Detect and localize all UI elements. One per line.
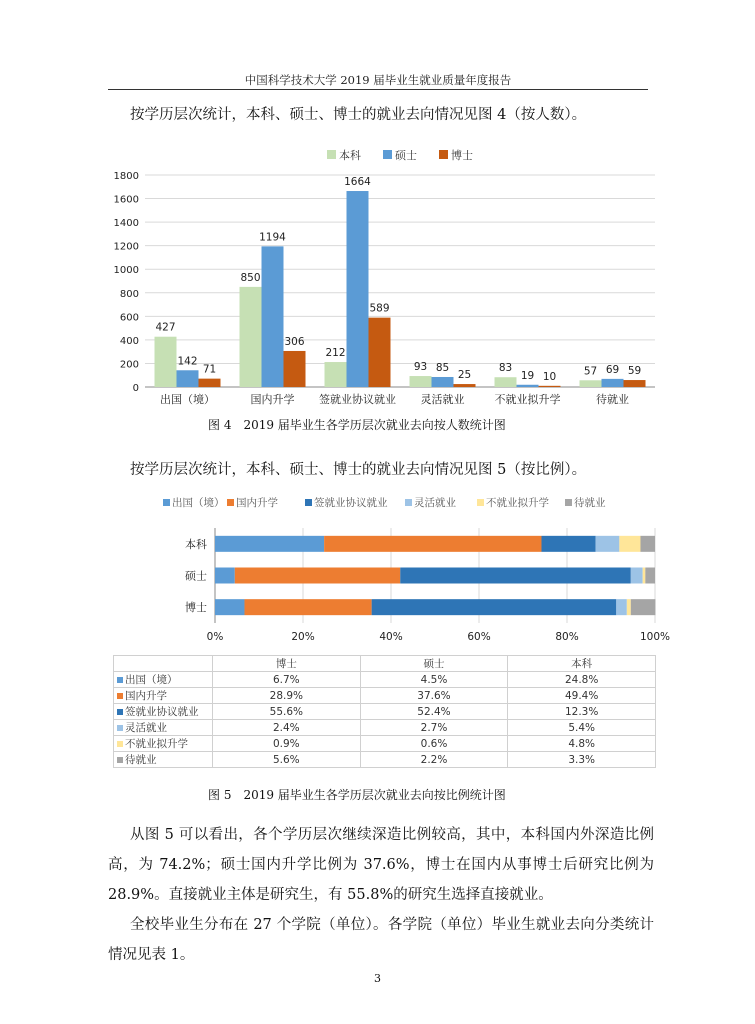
data-label: 1664 <box>344 176 371 189</box>
data-label: 25 <box>457 369 472 382</box>
bar <box>432 377 454 387</box>
row-label <box>114 672 213 688</box>
data-label: 142 <box>177 355 198 368</box>
data-label: 212 <box>325 347 346 360</box>
y-tick-label: 0 <box>132 383 139 394</box>
table-cell: 3.3% <box>508 752 656 768</box>
bar <box>495 377 517 387</box>
stacked-segment <box>616 599 627 615</box>
y-category-label: 本科 <box>185 537 207 551</box>
y-tick-label: 1800 <box>113 171 139 182</box>
bar <box>517 385 539 387</box>
legend-swatch <box>477 499 484 506</box>
fig4-caption: 图 4 2019 届毕业生各学历层次就业去向按人数统计图 <box>208 418 506 432</box>
data-label: 1194 <box>259 231 286 244</box>
stacked-segment <box>400 568 631 584</box>
y-tick-label: 600 <box>119 312 139 324</box>
table-cell: 2.4% <box>213 720 361 736</box>
y-category-label: 博士 <box>185 601 207 615</box>
stacked-segment <box>244 599 371 615</box>
legend-label: 灵活就业 <box>414 497 456 509</box>
bar <box>624 380 646 387</box>
legend-label: 国内升学 <box>236 497 278 509</box>
bar <box>155 337 177 387</box>
table-cell: 5.4% <box>508 720 656 736</box>
legend-swatch <box>565 499 572 506</box>
fig5-data-table <box>113 655 656 768</box>
running-header: 中国科学技术大学 2019 届毕业生就业质量年度报告 <box>244 73 512 87</box>
stacked-segment <box>643 568 646 584</box>
table-cell: 4.5% <box>360 672 508 688</box>
x-tick-label: 60% <box>467 631 491 643</box>
bar <box>369 318 391 387</box>
legend-label: 待就业 <box>574 497 606 509</box>
stacked-segment <box>541 536 595 552</box>
paragraph-college-distribution: 全校毕业生分布在 27 个学院（单位）。各学院（单位）毕业生就业去向分类统计情况见表 1。 <box>108 917 654 963</box>
stacked-segment <box>215 536 324 552</box>
x-tick-label: 不就业拟升学 <box>494 393 561 406</box>
legend-swatch <box>383 150 392 159</box>
stacked-segment <box>372 599 617 615</box>
fig5-stacked-bar-chart <box>105 490 671 655</box>
x-tick-label: 待就业 <box>596 393 629 406</box>
stacked-segment <box>215 568 235 584</box>
paragraph-analysis: 从图 5 可以看出，各个学历层次继续深造比例较高，其中，本科国内外深造比例高，为 74.2%；硕士国内升学比例为 37.6%，博士在国内从事博士后研究比例为 28.9%。直接就业主体是研究生，有 55.8%的研究生选择直接就业。 <box>108 827 654 903</box>
legend-swatch <box>117 741 123 747</box>
row-label-text: 待就业 <box>125 754 157 766</box>
page-number: 3 <box>374 972 381 985</box>
table-cell: 4.8% <box>508 736 656 752</box>
row-label <box>114 688 213 704</box>
stacked-segment <box>645 568 655 584</box>
legend-swatch <box>327 150 336 159</box>
y-tick-label: 200 <box>119 359 139 371</box>
table-row <box>114 704 656 720</box>
legend-swatch <box>117 677 123 683</box>
stacked-segment <box>235 568 400 584</box>
bar <box>602 379 624 387</box>
table-cell: 6.7% <box>213 672 361 688</box>
column-header: 博士 <box>213 656 361 672</box>
data-label: 59 <box>627 365 642 378</box>
table-header-row <box>114 656 656 672</box>
table-row <box>114 752 656 768</box>
legend-swatch <box>117 725 123 731</box>
x-tick-label: 100% <box>639 631 671 643</box>
table-cell: 0.6% <box>360 736 508 752</box>
row-label-text: 国内升学 <box>125 690 167 702</box>
row-label-text: 签就业协议就业 <box>125 706 199 718</box>
x-tick-label: 40% <box>379 631 403 643</box>
row-label <box>114 736 213 752</box>
data-label: 57 <box>583 365 598 378</box>
table-cell: 5.6% <box>213 752 361 768</box>
table-cell: 2.2% <box>360 752 508 768</box>
table-cell: 12.3% <box>508 704 656 720</box>
table-cell: 49.4% <box>508 688 656 704</box>
bar <box>454 384 476 387</box>
bar <box>199 379 221 387</box>
bar <box>240 287 262 387</box>
fig5-caption: 图 5 2019 届毕业生各学历层次就业去向按比例统计图 <box>208 788 506 802</box>
legend-swatch <box>117 709 123 715</box>
legend-label: 出国（境） <box>172 497 225 509</box>
y-tick-label: 1200 <box>113 241 139 253</box>
table-cell: 55.6% <box>213 704 361 720</box>
row-label-text: 不就业拟升学 <box>125 738 188 750</box>
legend-swatch <box>117 757 123 763</box>
legend-swatch <box>163 499 170 506</box>
legend-label: 博士 <box>451 149 473 162</box>
paragraph-fig4-intro: 按学历层次统计，本科、硕士、博士的就业去向情况见图 4（按人数）。 <box>130 107 587 123</box>
data-label: 83 <box>498 362 513 375</box>
bar <box>539 386 561 387</box>
x-tick-label: 国内升学 <box>250 393 295 406</box>
row-label <box>114 720 213 736</box>
data-label: 589 <box>369 302 390 315</box>
table-row <box>114 688 656 704</box>
table-row <box>114 672 656 688</box>
y-tick-label: 1600 <box>113 194 139 206</box>
y-tick-label: 800 <box>119 288 139 300</box>
data-label: 19 <box>520 369 535 382</box>
x-tick-label: 签就业协议就业 <box>319 393 396 406</box>
stacked-segment <box>631 599 656 615</box>
legend-swatch <box>117 693 123 699</box>
table-cell: 28.9% <box>213 688 361 704</box>
table-cell: 24.8% <box>508 672 656 688</box>
fig4-bar-chart <box>105 145 665 406</box>
bar <box>325 362 347 387</box>
stacked-segment <box>596 536 620 552</box>
stacked-segment <box>631 568 643 584</box>
data-label: 850 <box>240 271 261 284</box>
row-label-text: 出国（境） <box>125 674 178 686</box>
x-tick-label: 0% <box>206 631 224 643</box>
data-label: 69 <box>605 363 620 376</box>
stacked-segment <box>619 536 640 552</box>
bar <box>410 376 432 387</box>
y-tick-label: 400 <box>119 335 139 347</box>
legend-swatch <box>227 499 234 506</box>
row-label <box>114 752 213 768</box>
paragraph-fig5-intro: 按学历层次统计，本科、硕士、博士的就业去向情况见图 5（按比例）。 <box>130 462 587 478</box>
table-row <box>114 720 656 736</box>
row-label <box>114 704 213 720</box>
table-cell: 0.9% <box>213 736 361 752</box>
stacked-segment <box>627 599 631 615</box>
header-rule <box>108 89 648 90</box>
row-label-text: 灵活就业 <box>125 722 167 734</box>
data-label: 93 <box>413 361 428 374</box>
bar <box>284 351 306 387</box>
bar <box>580 380 602 387</box>
legend-label: 硕士 <box>395 149 417 162</box>
x-tick-label: 20% <box>291 631 315 643</box>
y-category-label: 硕士 <box>185 569 207 583</box>
bar <box>177 370 199 387</box>
data-label: 85 <box>435 361 450 374</box>
legend-swatch <box>439 150 448 159</box>
table-cell: 2.7% <box>360 720 508 736</box>
x-tick-label: 80% <box>555 631 579 643</box>
data-label: 306 <box>284 335 305 348</box>
bar <box>347 191 369 387</box>
y-tick-label: 1000 <box>113 265 139 277</box>
column-header: 本科 <box>508 656 656 672</box>
x-tick-label: 灵活就业 <box>420 393 465 406</box>
legend-label: 本科 <box>339 149 361 162</box>
data-label: 10 <box>542 370 557 383</box>
table-corner <box>114 656 213 672</box>
stacked-segment <box>215 599 244 615</box>
x-tick-label: 出国（境） <box>160 393 215 406</box>
legend-swatch <box>305 499 312 506</box>
data-label: 71 <box>202 363 217 376</box>
column-header: 硕士 <box>360 656 508 672</box>
table-cell: 37.6% <box>360 688 508 704</box>
legend-swatch <box>405 499 412 506</box>
y-tick-label: 1400 <box>113 218 139 230</box>
table-cell: 52.4% <box>360 704 508 720</box>
bar <box>262 246 284 387</box>
stacked-segment <box>324 536 541 552</box>
data-label: 427 <box>155 321 176 334</box>
legend-label: 不就业拟升学 <box>486 497 549 509</box>
legend-label: 签就业协议就业 <box>314 497 388 509</box>
table-row <box>114 736 656 752</box>
stacked-segment <box>640 536 655 552</box>
